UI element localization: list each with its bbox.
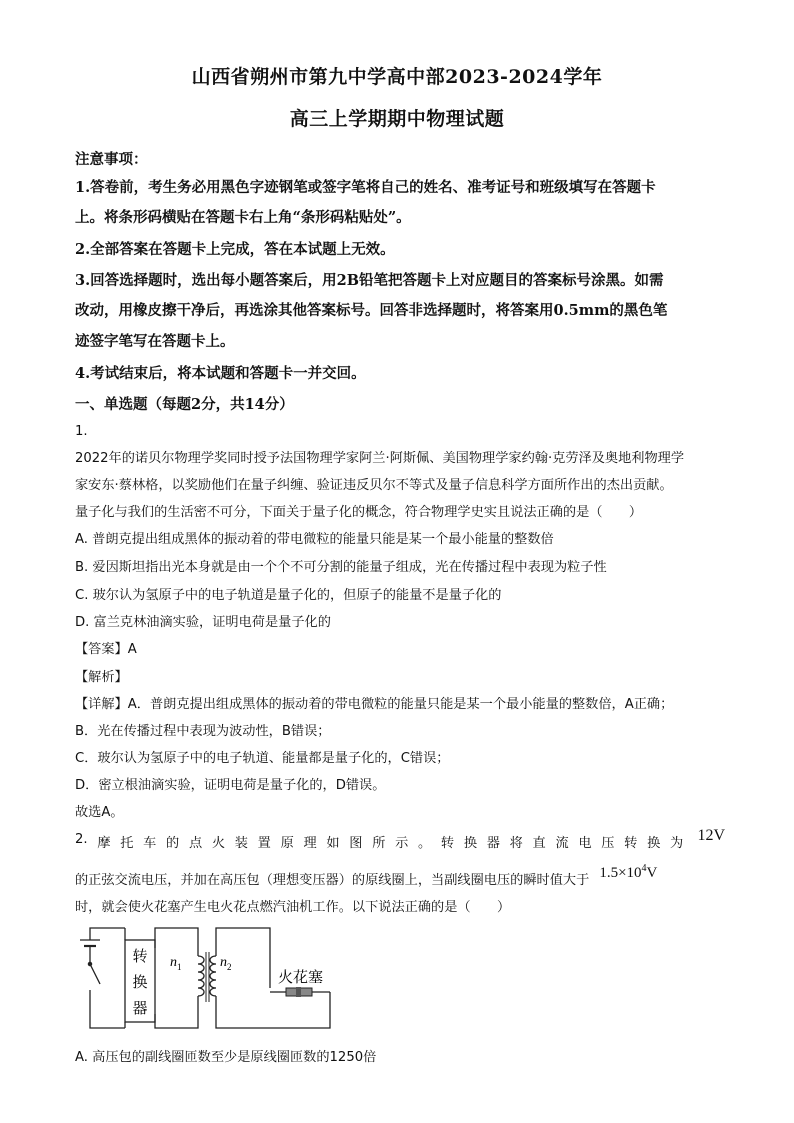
spark-plug-gap — [296, 987, 301, 997]
converter-label-3: 器 — [132, 999, 148, 1017]
question-2-line1-char: 原 — [280, 836, 294, 851]
question-2-line1-char: 将 — [509, 836, 523, 851]
question-2-line1-char: 。 — [418, 836, 432, 851]
question-2-line1-char: 直 — [532, 836, 546, 851]
section-heading: 一、单选题（每题2分，共14分） — [75, 396, 294, 413]
question-2-line1-char: 点 — [188, 836, 203, 851]
question-1-number: 1. — [75, 424, 88, 439]
question-2-line3: 时，就会使火花塞产生电火花点燃汽油机工作。以下说法正确的是（ ） — [75, 900, 511, 915]
notice-item-1-line2: 上。将条形码横贴在答题卡右上角“条形码粘贴处”。 — [75, 209, 411, 226]
question-1-detail-a — [75, 693, 725, 712]
question-1-detail-b: B．光在传播过程中表现为波动性，B错误； — [75, 724, 331, 739]
threshold-unit: V — [646, 865, 658, 881]
switch-blade — [90, 964, 100, 984]
notice-item-3-line1: 3.回答选择题时，选出每小题答案后，用2B铅笔把答题卡上对应题目的答案标号涂黑。如需 — [75, 272, 664, 289]
question-2-line1-char: 装 — [234, 836, 248, 851]
n1-base: n — [170, 955, 177, 970]
question-2-line1-char: 为 — [669, 836, 684, 851]
exam-title-line2: 高三上学期期中物理试题 — [289, 108, 505, 130]
question-2-line1-char: 2. — [75, 832, 88, 847]
question-2-line1-char: 压 — [601, 836, 615, 851]
question-1-stem-line1: 2022年的诺贝尔物理学奖同时授予法国物理学家阿兰·阿斯佩、美国物理学家约翰·克劳泽及奥地利物理学 — [75, 451, 685, 466]
question-2-line1-char: 摩 — [97, 836, 111, 851]
question-2-line1-char: 换 — [647, 836, 661, 851]
question-2-line1-char: 所 — [372, 836, 386, 851]
notice-item-4: 4.考试结束后，将本试题和答题卡一并交回。 — [75, 365, 366, 382]
exam-title-line1: 山西省朔州市第九中学高中部2023-2024学年 — [191, 66, 603, 88]
converter-label-2: 换 — [132, 973, 148, 991]
question-1-stem-line2: 家安东·蔡林格，以奖励他们在量子纠缠、验证违反贝尔不等式及量子信息科学方面所作出的杰出贡献。 — [75, 478, 673, 493]
threshold-exp: 4 — [641, 863, 647, 874]
n2-sub: 2 — [227, 962, 232, 972]
question-2-line1-char: 电 — [578, 836, 592, 851]
question-1-option-d: D. 富兰克林油滴实验，证明电荷是量子化的 — [75, 615, 331, 630]
question-2-threshold — [599, 863, 657, 882]
question-1-option-c: C. 玻尔认为氢原子中的电子轨道是量子化的，但原子的能量不是量子化的 — [75, 588, 502, 603]
wire-bottom-left — [90, 990, 125, 1028]
notice-item-2: 2.全部答案在答题卡上完成，答在本试题上无效。 — [75, 241, 395, 258]
ignition-circuit-diagram — [70, 918, 340, 1046]
question-2-line1-char: 转 — [440, 836, 455, 851]
question-2-line1-char: 图 — [349, 836, 363, 851]
question-1-detail-c: C．玻尔认为氢原子中的电子轨道、能量都是量子化的，C错误； — [75, 751, 450, 766]
notice-item-1-line1: 1.答卷前，考生务必用黑色字迹钢笔或签字笔将自己的姓名、准考证号和班级填写在答题卡 — [75, 179, 656, 196]
question-2-line1-char: 转 — [624, 836, 638, 851]
spark-plug-label: 火花塞 — [278, 968, 324, 986]
question-2-line1-char: 如 — [326, 836, 340, 851]
question-2-option-a: A. 高压包的副线圈匝数至少是原线圈匝数的1250倍 — [75, 1050, 377, 1065]
question-1-conclusion: 故选A。 — [75, 805, 124, 820]
question-2-line1-char: 器 — [486, 836, 500, 851]
primary-coil — [198, 956, 204, 996]
detail-tag: 【详解】 — [75, 697, 128, 712]
n2-label — [220, 955, 232, 972]
question-2-line1-char: 理 — [303, 836, 317, 851]
question-2-line1-char: 车 — [143, 836, 157, 851]
question-2-line1-char: 托 — [120, 836, 134, 851]
threshold-coef: 1.5×10 — [599, 865, 642, 881]
question-1-option-a: A. 普朗克提出组成黑体的振动着的带电微粒的能量只能是某一个最小能量的整数倍 — [75, 532, 554, 547]
switch-pivot — [88, 962, 91, 965]
question-2-line1 — [75, 827, 725, 851]
question-2-line1-char: 流 — [555, 836, 569, 851]
question-2-voltage: 12V — [697, 827, 725, 844]
question-2-line1-char: 示 — [395, 836, 409, 851]
question-2-line2-text: 的正弦交流电压，并加在高压包（理想变压器）的原线圈上，当副线圈电压的瞬时值大于 — [75, 873, 590, 888]
question-1-option-b: B. 爱因斯坦指出光本身就是由一个个不可分割的能量子组成，光在传播过程中表现为粒子性 — [75, 560, 607, 575]
question-2-line1-text — [75, 832, 683, 851]
wire-secondary-bottom — [216, 992, 330, 1028]
notice-heading: 注意事项： — [75, 151, 148, 168]
answer-tag: 【答案】 — [75, 642, 128, 657]
n1-sub: 1 — [177, 962, 182, 972]
question-1-stem-line3: 量子化与我们的生活密不可分，下面关于量子化的概念，符合物理学史实且说法正确的是（ ） — [75, 505, 643, 520]
question-2-line1-char: 置 — [257, 836, 271, 851]
wire-top-left — [90, 928, 125, 940]
n1-label — [170, 955, 182, 972]
converter-label-1: 转 — [132, 947, 148, 965]
notice-item-3-line2: 改动，用橡皮擦干净后，再选涂其他答案标号。回答非选择题时，将答案用0.5mm的黑色笔 — [75, 302, 668, 319]
question-2-line2 — [75, 863, 725, 888]
secondary-coil — [210, 956, 216, 996]
detail-a-text: A．普朗克提出组成黑体的振动着的带电微粒的能量只能是某一个最小能量的整数倍，A正确； — [127, 697, 674, 712]
question-1-answer — [75, 638, 725, 657]
question-1-analysis-tag: 【解析】 — [75, 670, 128, 685]
question-2-line1-char: 的 — [166, 836, 180, 851]
n2-base: n — [220, 955, 227, 970]
wire-to-primary-bottom — [155, 996, 198, 1028]
question-2-line1-char: 换 — [463, 836, 477, 851]
wire-to-primary-top — [155, 928, 198, 956]
question-2-line1-char: 火 — [211, 836, 226, 851]
question-1-detail-d: D．密立根油滴实验，证明电荷是量子化的，D错误。 — [75, 778, 386, 793]
answer-value: A — [127, 642, 137, 657]
notice-item-3-line3: 迹签字笔写在答题卡上。 — [75, 333, 235, 350]
